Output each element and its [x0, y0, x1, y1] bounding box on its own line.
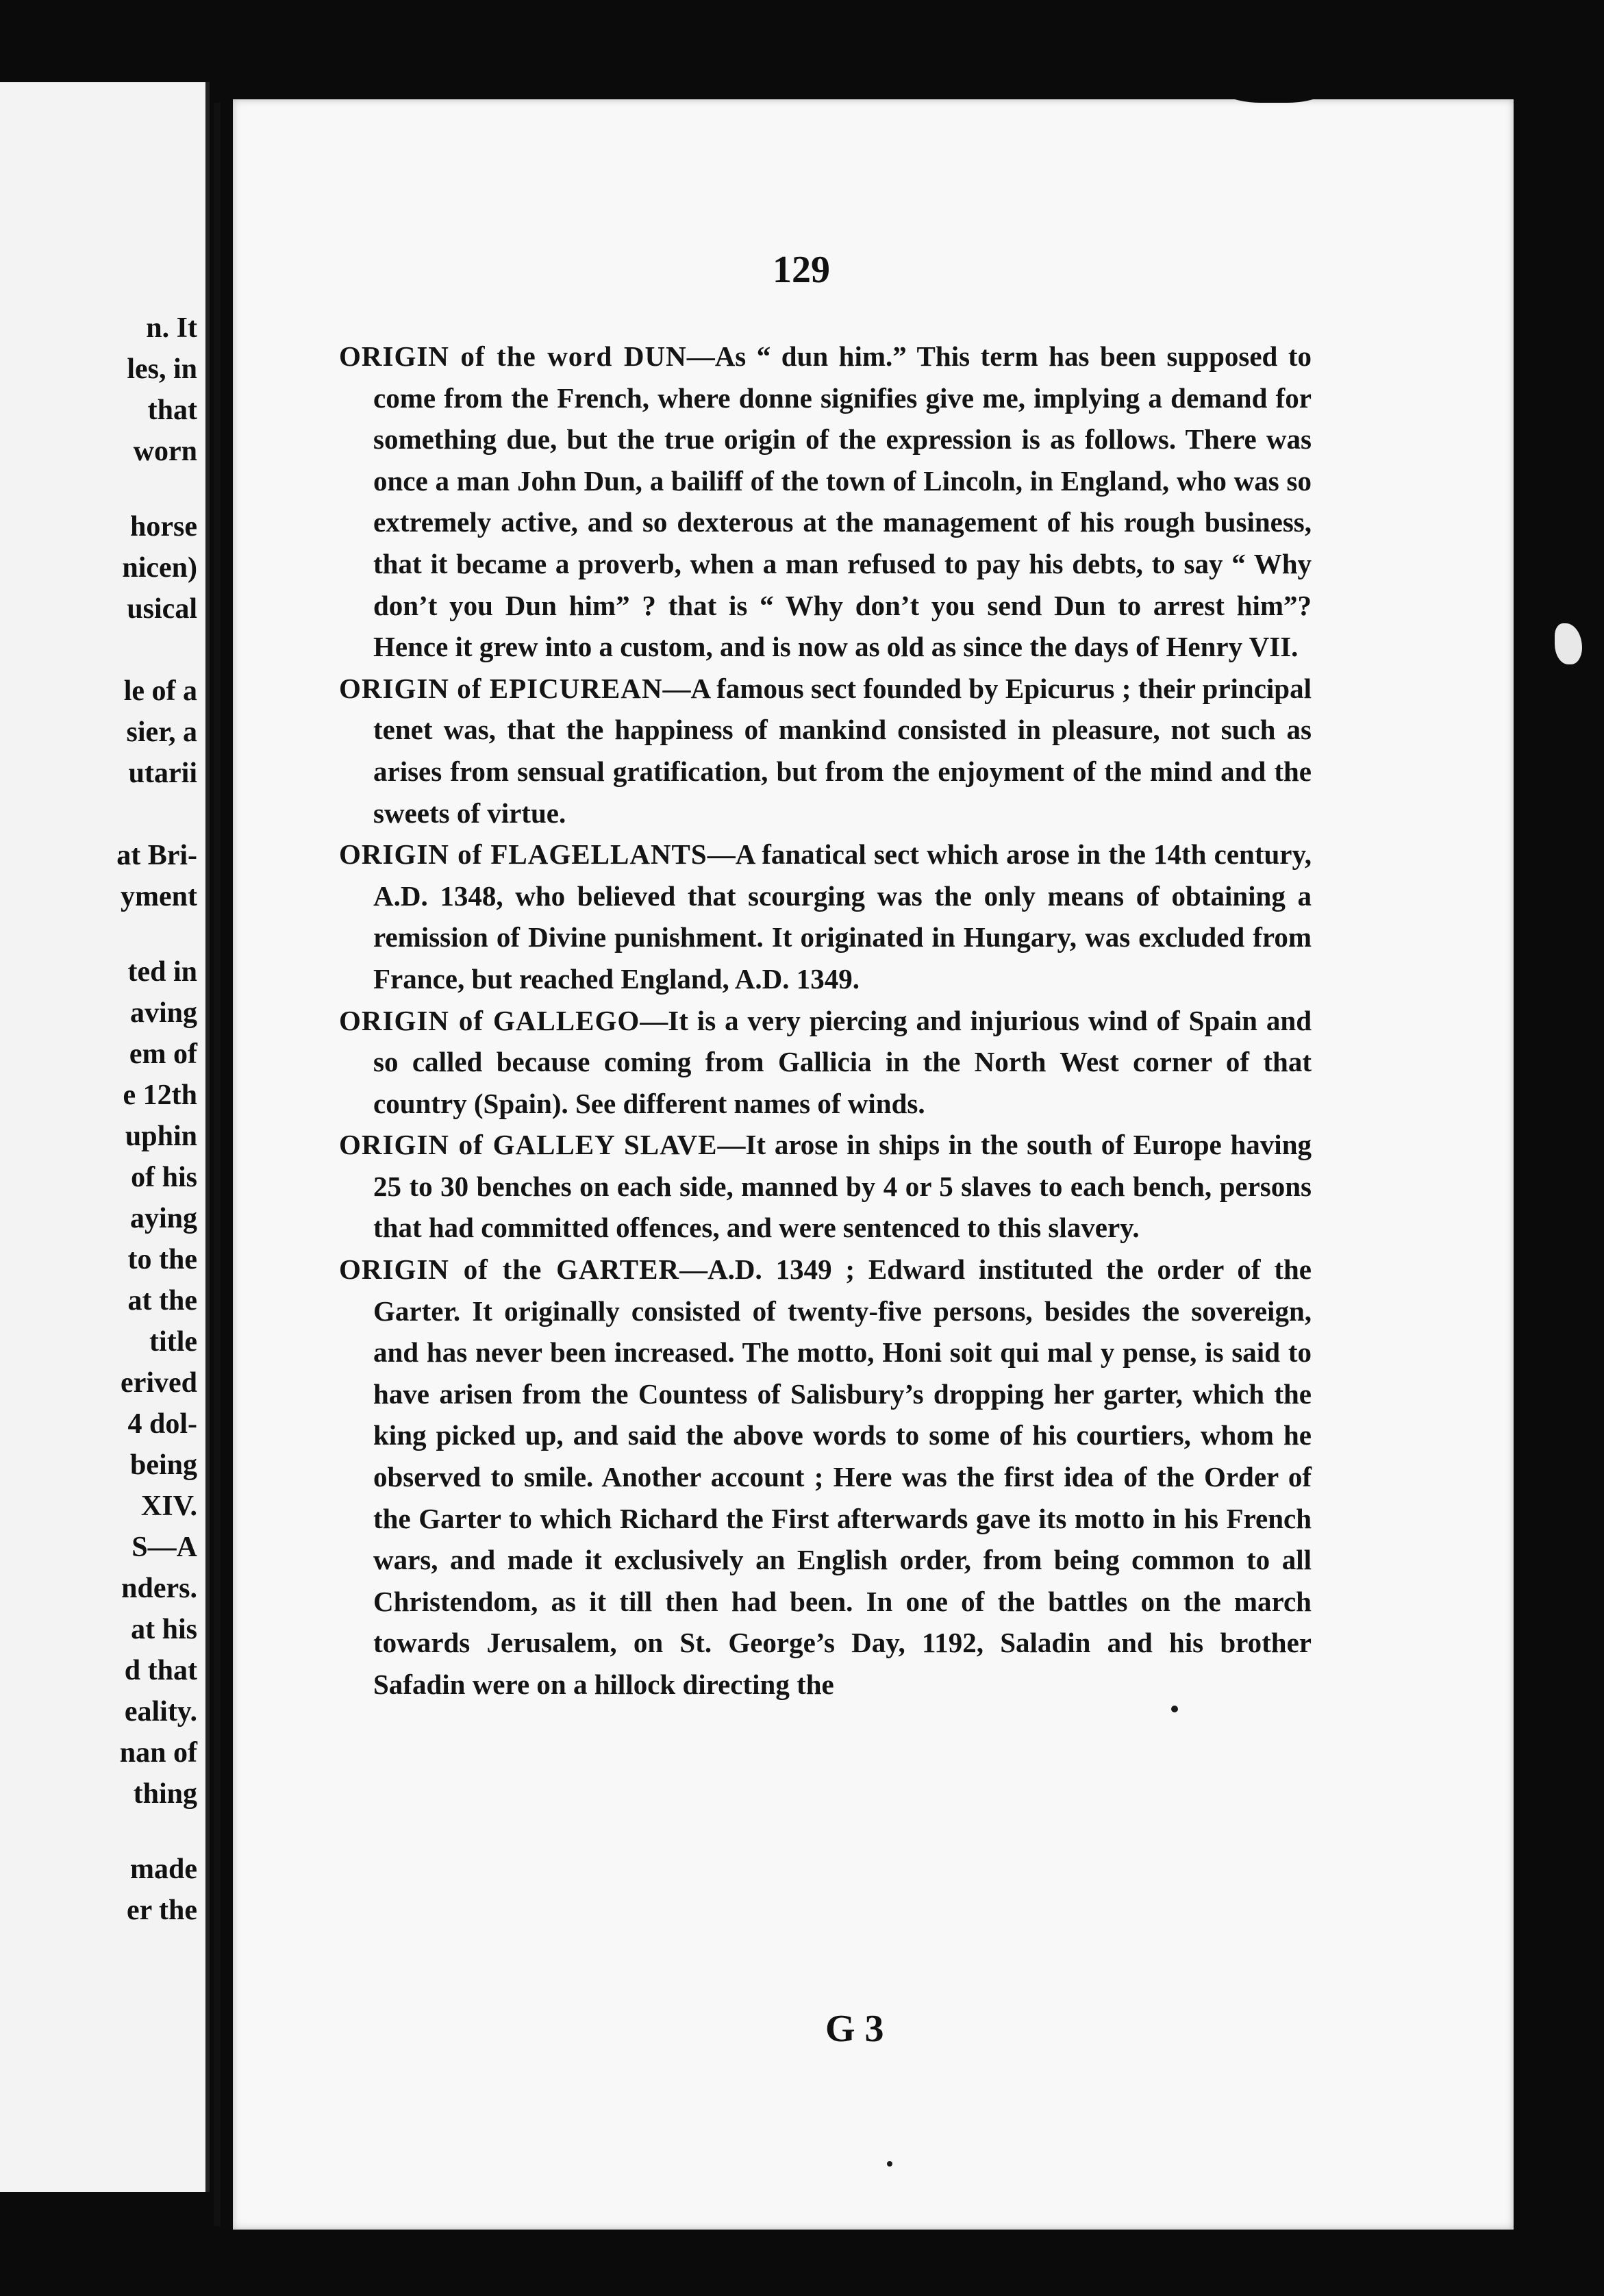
left-page-line: title	[149, 1326, 197, 1358]
entry-text: —A famous sect founded by Epicurus ; their principal tenet was, that the happiness of mankind consisted in pleasure, not such as arises from sensual gratification, but from the enjoyment of the mind and the sweets of virtue.	[373, 672, 1312, 829]
left-page-line: d that	[124, 1655, 197, 1686]
entry-heading: ORIGIN of EPICUREAN	[339, 672, 663, 704]
left-page-line: uphin	[125, 1121, 197, 1152]
left-page-line: aying	[129, 1203, 197, 1234]
entry-galley-slave	[339, 1124, 1312, 1249]
entry-flagellants	[339, 834, 1312, 999]
left-page-line: at the	[127, 1285, 197, 1317]
left-page-line: em of	[129, 1038, 197, 1070]
left-page-line: sier, a	[126, 716, 197, 748]
left-page-line: nders.	[121, 1573, 197, 1604]
left-page-line: that	[147, 395, 197, 426]
left-page-line: erived	[121, 1367, 197, 1399]
scan-speck	[1555, 623, 1582, 664]
scan-speck	[887, 2161, 892, 2167]
page-number: 129	[773, 249, 830, 291]
entry-heading: ORIGIN of FLAGELLANTS	[339, 838, 707, 871]
left-page-line: 4 dol-	[127, 1408, 197, 1440]
left-page-line: ted in	[127, 956, 197, 988]
left-page-line: worn	[133, 436, 197, 467]
entry-text: —As “ dun him.” This term has been supposed to come from the French, where donne signifies give me, implying a demand for something due, but the true origin of the expression is as follows. There was once a man John Dun, a bailiff of the town of Lincoln, in England, who was so extremely active, and so dexterous at the management of his rough business, that it became a proverb, when a man refused to pay his debts, to say “ Why don’t you Dun him” ? that is “ Why don’t you send Dun to arrest him”? Hence it grew into a custom, and is now as old as since the days of Henry VII.	[373, 340, 1312, 663]
entry-dun	[339, 336, 1312, 668]
entry-text: —It is a very piercing and injurious wind of Spain and so called because coming from Gallicia in the North West corner of that country (Spain). See different names of winds.	[373, 1004, 1312, 1119]
entry-text: —A.D. 1349 ; Edward instituted the order of the Garter. It originally consisted of twenty-five persons, besides the sovereign, and has never been increased. The motto, Honi soit qui mal y pense, is said to have arisen from the Countess of Salisbury’s dropping her garter, which the king picked up, and said the above words to some of his courtiers, whom he observed to smile. Another account ; Here was the first idea of the Order of the Garter to which Richard the First afterwards gave its motto in his French wars, and made it exclusively an English order, from being common to all Christendom, as it till then had been. In one of the battles on the march towards Jerusalem, on St. George’s Day, 1192, Saladin and his brother Safadin were on a hillock directing the	[373, 1253, 1312, 1700]
left-page-line: n. It	[146, 312, 197, 344]
left-page-line: made	[130, 1854, 197, 1885]
left-page-line: les, in	[127, 353, 197, 385]
left-page-line: to the	[127, 1244, 197, 1275]
entry-heading: ORIGIN of GALLEY SLAVE	[339, 1129, 718, 1161]
left-page-line: er the	[126, 1895, 197, 1926]
entry-heading: ORIGIN of the GARTER	[339, 1253, 680, 1286]
scan-blot	[1205, 27, 1342, 103]
left-page-line: le of a	[123, 675, 197, 707]
left-page-line: nicen)	[122, 552, 197, 584]
entry-gallego	[339, 1000, 1312, 1125]
left-page-line: eality.	[124, 1696, 197, 1727]
left-page-line: XIV.	[140, 1490, 197, 1522]
entry-epicurean	[339, 668, 1312, 834]
scan-speck	[1171, 1706, 1178, 1712]
entry-heading: ORIGIN of the word DUN	[339, 340, 687, 372]
entry-garter	[339, 1249, 1312, 1706]
left-page-line: e 12th	[123, 1080, 197, 1111]
book-gutter	[214, 103, 221, 2226]
entry-text: —A fanatical sect which arose in the 14th century, A.D. 1348, who believed that scourging was the only means of obtaining a remission of Divine punishment. It originated in Hungary, was excluded from France, but reached England, A.D. 1349.	[373, 838, 1312, 995]
left-page-line: aving	[129, 997, 197, 1029]
left-page-line: thing	[133, 1778, 197, 1810]
left-page-line: being	[129, 1449, 197, 1481]
left-page-line: utarii	[128, 758, 197, 789]
left-page-line: nan of	[119, 1737, 197, 1769]
left-page-line: usical	[127, 593, 197, 625]
signature-mark: G 3	[825, 2008, 884, 2050]
entry-heading: ORIGIN of GALLEGO	[339, 1004, 640, 1036]
left-page-line: at Bri-	[116, 840, 197, 871]
left-page-line: yment	[121, 881, 197, 912]
entry-text: —It arose in ships in the south of Europe having 25 to 30 benches on each side, manned by 4 or 5 slaves to each bench, persons that had committed offences, and were sentenced to this slavery.	[373, 1129, 1312, 1244]
page-body	[339, 336, 1312, 1706]
left-page-line: at his	[131, 1614, 197, 1645]
scan-blot	[740, 0, 1123, 82]
left-page-line: S—A	[131, 1532, 197, 1563]
left-page-line: horse	[130, 511, 197, 542]
left-page-line: of his	[131, 1162, 197, 1193]
